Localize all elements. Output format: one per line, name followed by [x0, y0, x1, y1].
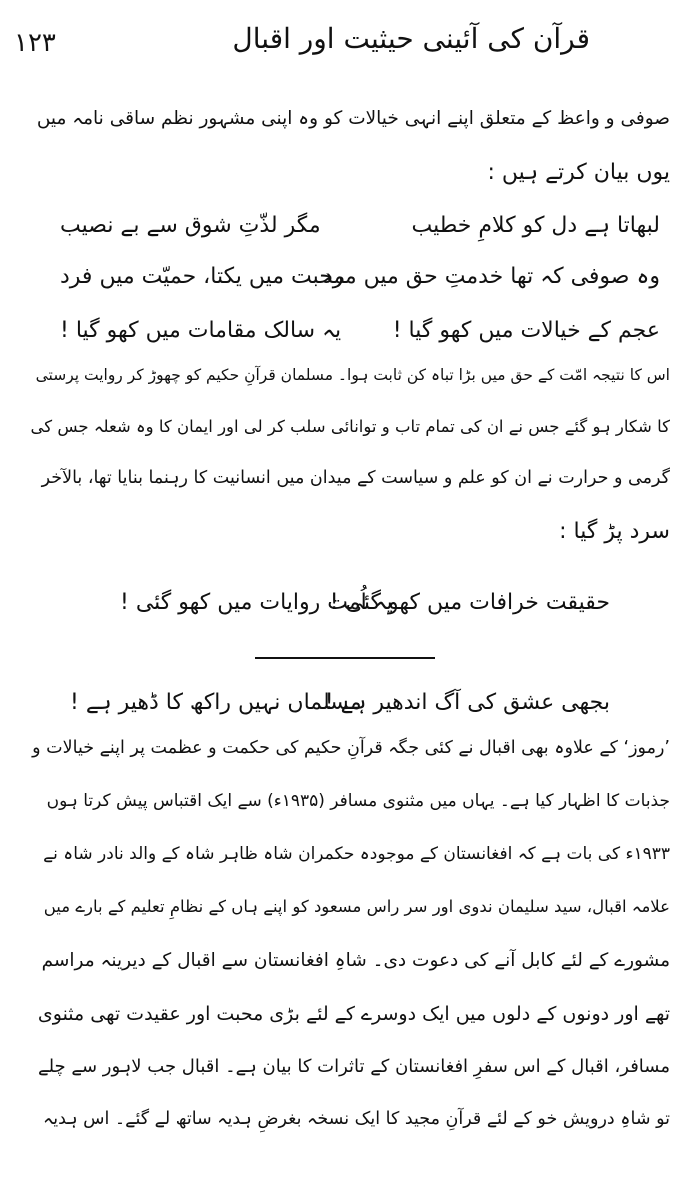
- verse-couplet: [120, 590, 610, 624]
- verse-couplet: [70, 690, 610, 724]
- section-divider: [255, 657, 435, 659]
- page-number: ۱۲۳: [14, 28, 56, 58]
- verse-first-half: لبھاتا ہے دل کو کلامِ خطیب: [411, 213, 660, 238]
- verse-first-half: عجم کے خیالات میں کھو گیا !: [392, 318, 660, 343]
- text-line: مشورے کے لئے کابل آنے کی دعوت دی۔ شاہِ افغانستان سے اقبال کے دیرینہ مراسم: [41, 950, 670, 971]
- text-line: کا شکار ہو گئے جس نے ان کی تمام تاب و توانائی سلب کر لی اور ایمان کا وہ شعلہ جس کی: [30, 417, 670, 436]
- text-line: اس کا نتیجہ امّت کے حق میں بڑا تباہ کن ثابت ہوا۔ مسلمان قرآنِ حکیم کو چھوڑ کر روایت پرستی: [35, 366, 670, 384]
- paragraph-1: [30, 110, 670, 214]
- verse-second-half: مسلماں نہیں راکھ کا ڈھیر ہے !: [70, 690, 362, 715]
- verse-couplet: [60, 213, 660, 247]
- verse-second-half: مگر لذّتِ شوق سے بے نصیب: [60, 213, 321, 238]
- verse-couplet: [60, 264, 660, 298]
- verse-second-half: یہ سالک مقامات میں کھو گیا !: [60, 318, 342, 343]
- verse-second-half: محبت میں یکتا، حمیّت میں فرد: [60, 264, 346, 289]
- text-line: ۱۹۳۳ء کی بات ہے کہ افغانستان کے موجودہ حکمران شاہ ظاہر شاہ کے والد نادر شاہ نے: [43, 844, 670, 864]
- text-line: علامہ اقبال، سید سلیمان ندوی اور سر راس مسعود کو اپنے ہاں کے نظامِ تعلیم کے بارے میں: [43, 897, 670, 916]
- verse-second-half: یہ اُمت روایات میں کھو گئی !: [120, 590, 393, 615]
- verse-couplet: [60, 318, 660, 352]
- verse-first-half: وہ صوفی کہ تھا خدمتِ حق میں مرد: [322, 264, 660, 289]
- page-header: [0, 18, 700, 68]
- text-line: ’رموز‘ کے علاوہ بھی اقبال نے کئی جگہ قرآنِ حکیم کی حکمت و عظمت پر اپنے خیالات و: [32, 738, 670, 758]
- text-line: تو شاہِ درویش خو کے لئے قرآنِ مجید کا ایک نسخہ بغرضِ ہدیہ ساتھ لے گئے۔ اس ہدیہ: [43, 1109, 670, 1129]
- text-line: یوں بیان کرتے ہیں :: [487, 160, 670, 185]
- running-title: قرآن کی آئینی حیثیت اور اقبال: [232, 22, 590, 55]
- text-line: تھے اور دونوں کے دلوں میں ایک دوسرے کے لئے بڑی محبت اور عقیدت تھی مثنوی: [37, 1003, 670, 1025]
- text-line: جذبات کا اظہار کیا ہے۔ یہاں میں مثنوی مسافر (۱۹۳۵ء) سے ایک اقتباس پیش کرتا ہوں: [46, 791, 670, 811]
- paragraph-3: [30, 740, 670, 1164]
- text-line: سرد پڑ گیا :: [559, 519, 670, 544]
- text-line: گرمی و حرارت نے ان کو علم و سیاست کے میدان میں انسانیت کا رہنما بنایا تھا، بالآخر: [41, 468, 670, 488]
- verse-first-half: حقیقت خرافات میں کھو گئی !: [329, 590, 610, 615]
- paragraph-2: [30, 368, 670, 572]
- text-line: مسافر، اقبال کے اس سفرِ افغانستان کے تاثرات کا بیان ہے۔ اقبال جب لاہور سے چلے: [38, 1056, 670, 1077]
- verse-first-half: بجھی عشق کی آگ اندھیر ہے !: [324, 690, 610, 715]
- text-line: صوفی و واعظ کے متعلق اپنے انہی خیالات کو وہ اپنی مشہور نظم ساقی نامہ میں: [36, 108, 670, 129]
